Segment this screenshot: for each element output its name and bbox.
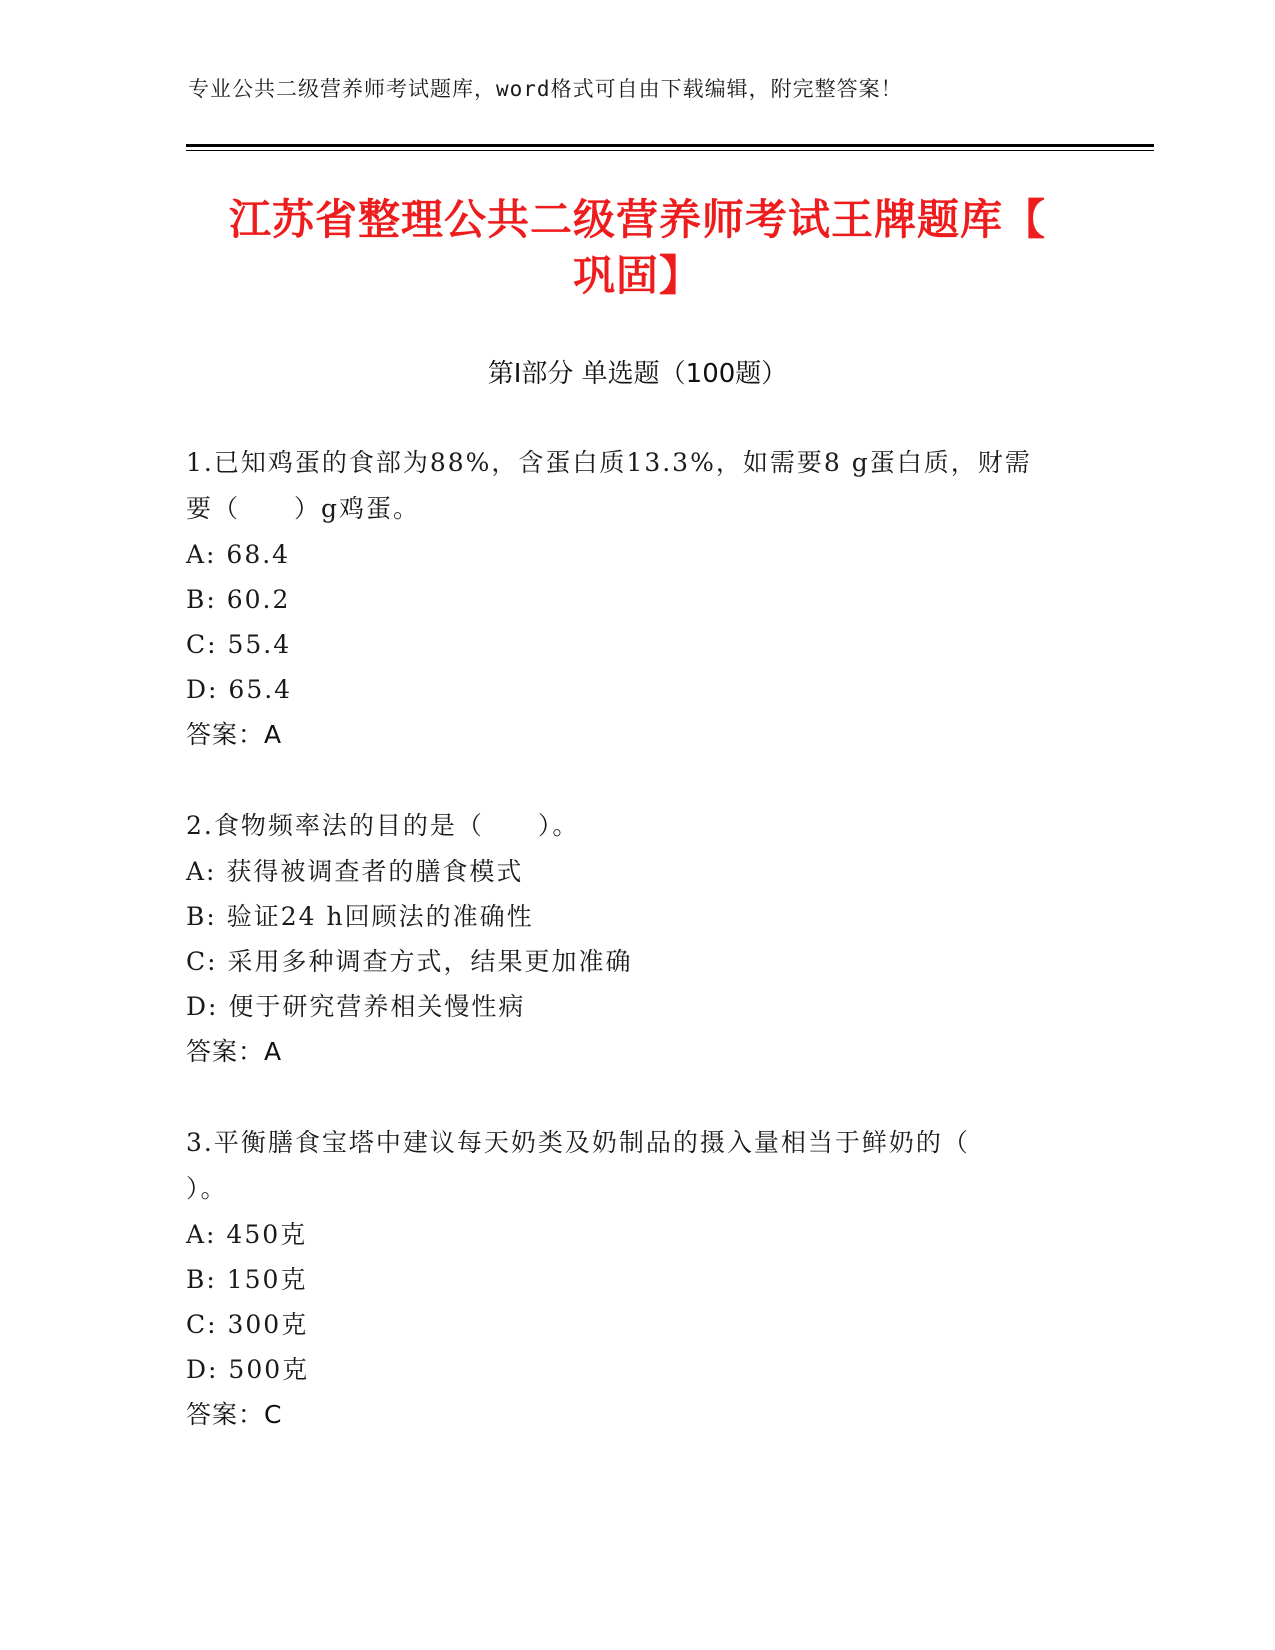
question-2	[186, 803, 1076, 1074]
question-1-option-b: B: 60.2	[186, 585, 291, 614]
question-3-stem-line-1: 3.平衡膳食宝塔中建议每天奶类及奶制品的摄入量相当于鲜奶的（	[186, 1128, 970, 1157]
question-1-stem-line-1: 1.已知鸡蛋的食部为88%，含蛋白质13.3%，如需要8 g蛋白质，财需	[186, 448, 1032, 477]
document-title	[170, 192, 1105, 304]
question-1-option-a: A: 68.4	[186, 540, 291, 569]
question-1-option-d: D: 65.4	[186, 675, 293, 704]
question-3	[186, 1120, 1076, 1437]
header-rule-thick	[186, 144, 1154, 147]
question-3-option-c: C: 300克	[186, 1310, 309, 1339]
header-note: 专业公共二级营养师考试题库，word格式可自由下载编辑，附完整答案！	[188, 77, 903, 101]
question-2-option-d: D: 便于研究营养相关慢性病	[186, 992, 526, 1021]
question-3-answer: 答案：C	[186, 1400, 283, 1429]
question-2-option-c: C: 采用多种调查方式，结果更加准确	[186, 947, 633, 976]
section-heading: 第Ⅰ部分 单选题（100题）	[487, 359, 788, 389]
question-1-option-c: C: 55.4	[186, 630, 292, 659]
document-title-line-2: 巩固】	[572, 251, 702, 300]
question-2-answer: 答案：A	[186, 1037, 283, 1066]
document-title-line-1: 江苏省整理公共二级营养师考试王牌题库【	[228, 195, 1046, 244]
question-2-stem-line-1: 2.食物频率法的目的是（ ）。	[186, 811, 580, 840]
question-3-stem-line-2: ）。	[186, 1174, 228, 1203]
question-2-option-b: B: 验证24 h回顾法的准确性	[186, 902, 534, 931]
question-3-option-a: A: 450克	[186, 1220, 308, 1249]
question-1-stem-line-2: 要（ ）g鸡蛋。	[186, 494, 421, 523]
question-1	[186, 440, 1076, 757]
question-2-option-a: A: 获得被调查者的膳食模式	[186, 857, 524, 886]
question-3-option-b: B: 150克	[186, 1265, 308, 1294]
header-rule-thin	[186, 150, 1154, 151]
question-1-answer: 答案：A	[186, 720, 283, 749]
question-3-option-d: D: 500克	[186, 1355, 310, 1384]
